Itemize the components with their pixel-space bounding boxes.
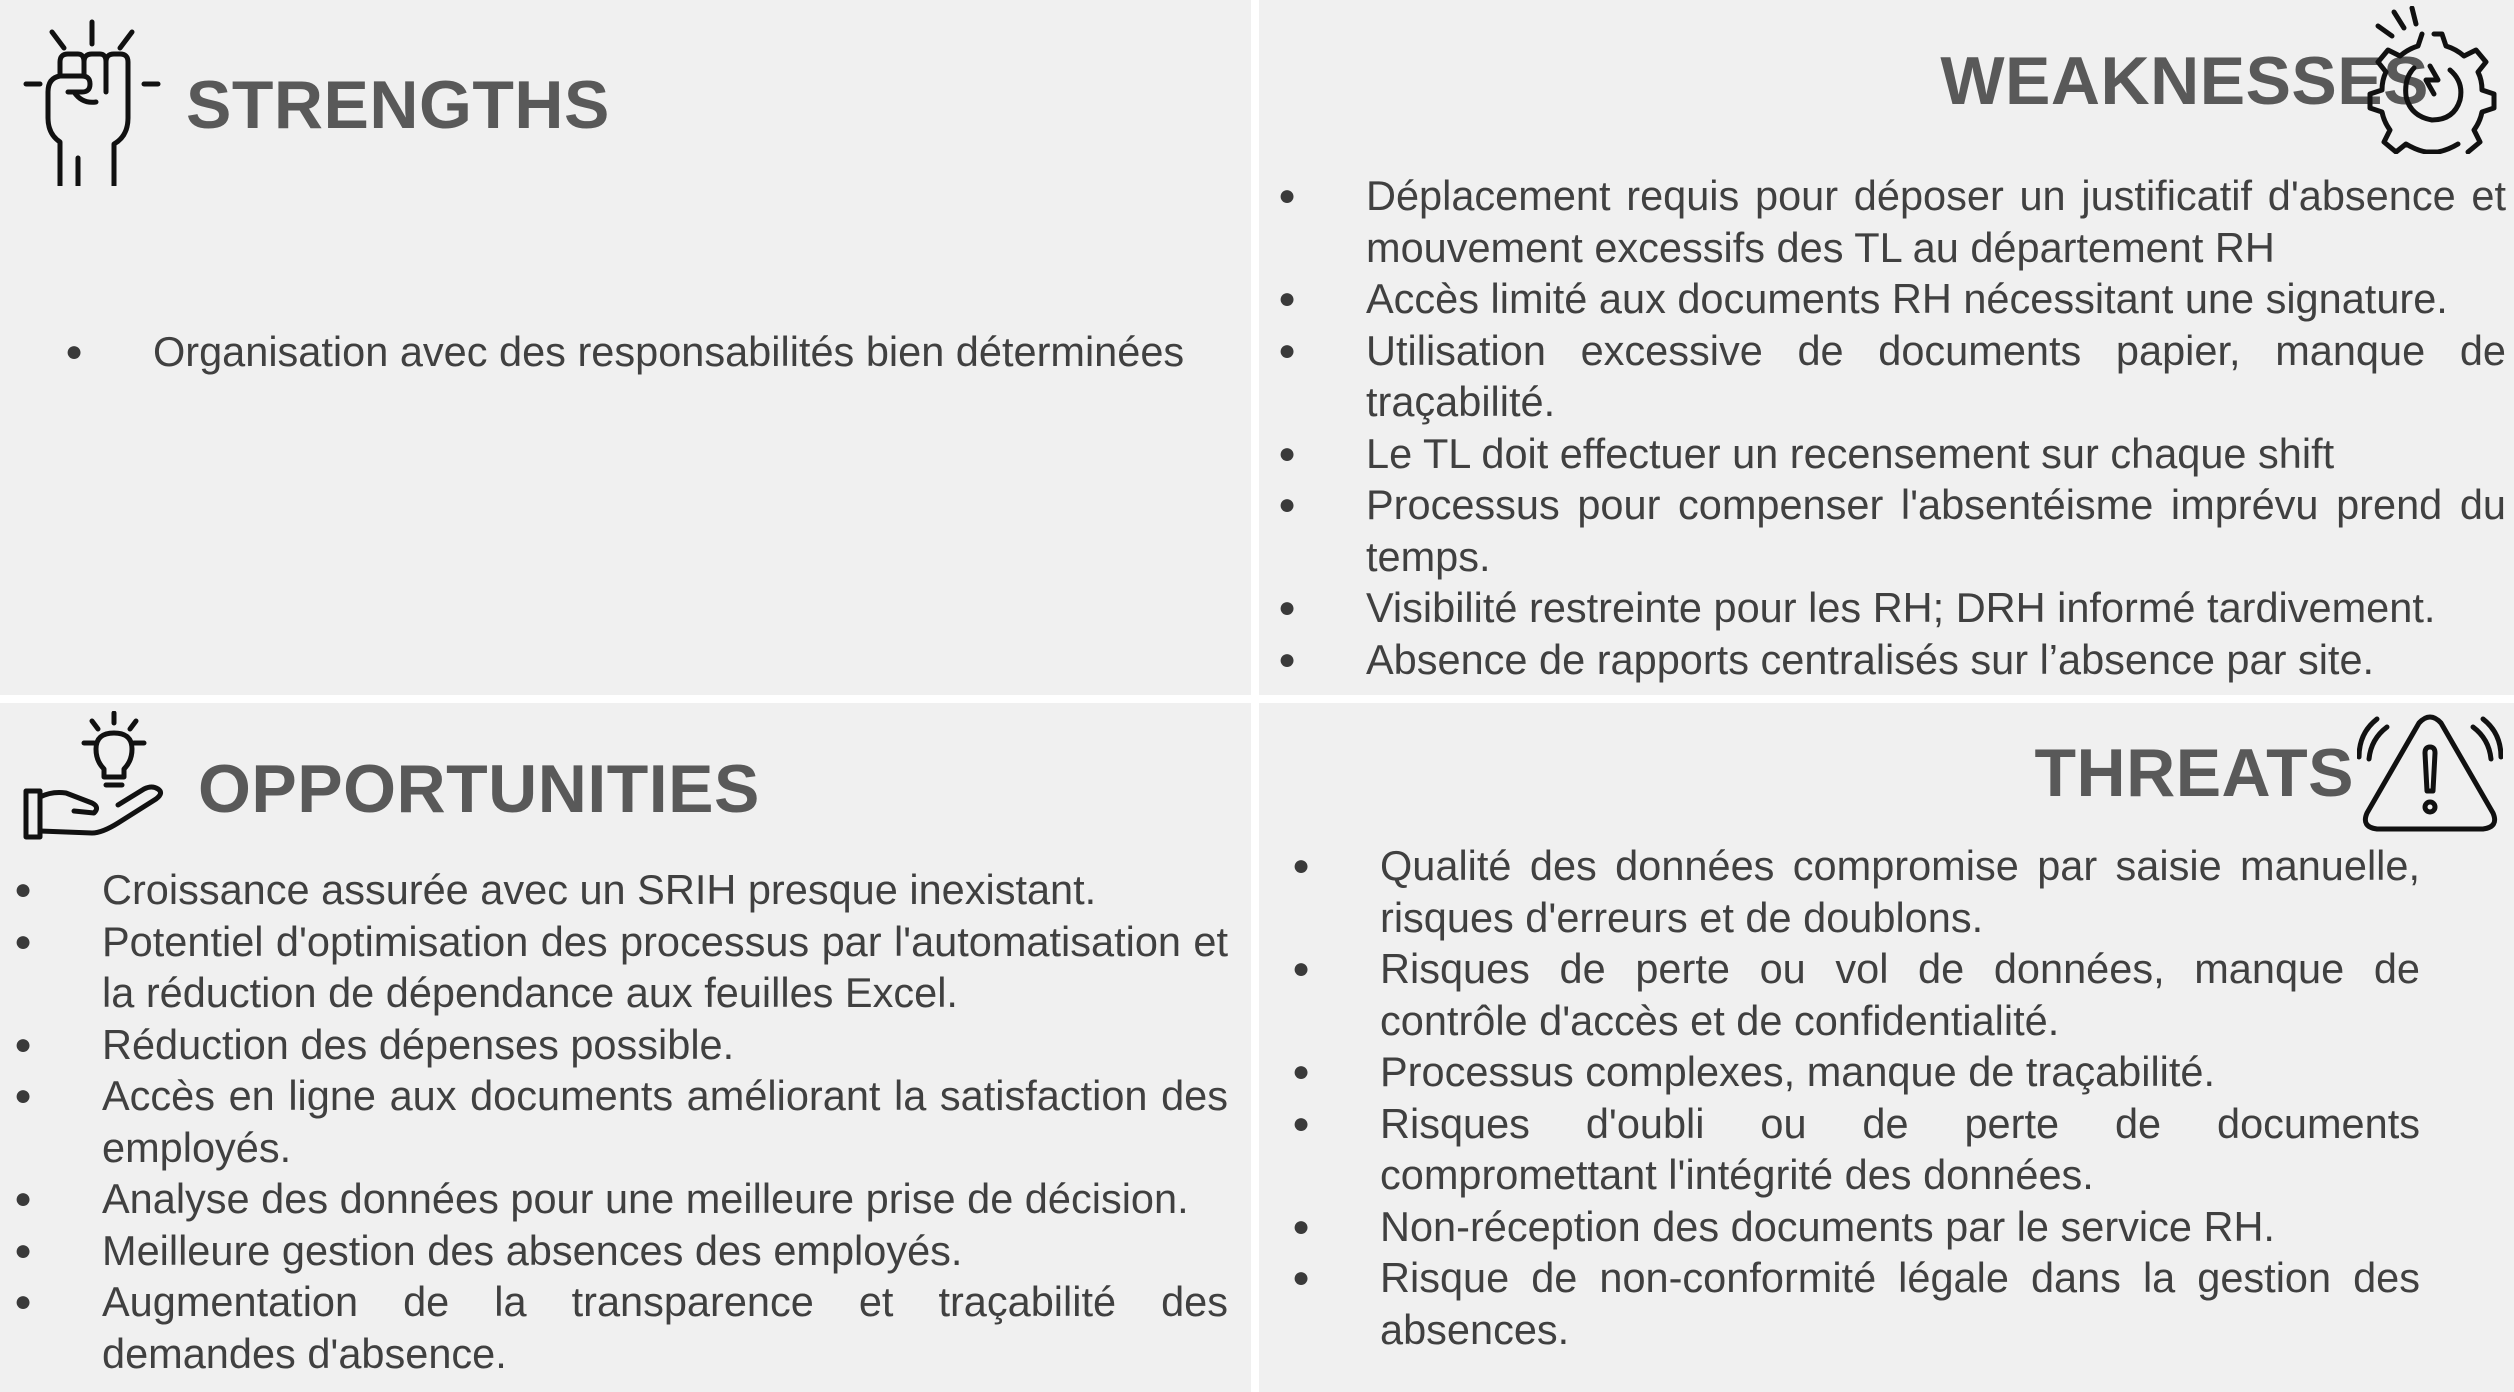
list-item: ● Potentiel d'optimisation des processus par l'automatisation et la réduction de dépendance aux feuilles Excel. — [102, 916, 1228, 1019]
list-item: ● Utilisation excessive de documents papier, manque de traçabilité. — [1366, 325, 2506, 428]
weaknesses-title: WEAKNESSES — [1940, 43, 2429, 119]
list-item: ● Meilleure gestion des absences des employés. — [102, 1225, 1228, 1277]
list-item: ● Déplacement requis pour déposer un justificatif d'absence et mouvement excessifs des TL au département RH — [1366, 170, 2506, 273]
list-item: ● Le TL doit effectuer un recensement sur chaque shift — [1366, 428, 2506, 480]
list-item: ● Accès limité aux documents RH nécessitant une signature. — [1366, 273, 2506, 325]
broken-gear-icon — [2364, 6, 2504, 154]
opportunities-quadrant — [0, 703, 1251, 1392]
list-item: ● Absence de rapports centralisés sur l’absence par site. — [1366, 634, 2506, 686]
list-item: ● Analyse des données pour une meilleure prise de décision. — [102, 1173, 1228, 1225]
threats-title: THREATS — [2034, 735, 2354, 811]
list-item: ● Croissance assurée avec un SRIH presque inexistant. — [102, 864, 1228, 916]
opportunities-list — [102, 864, 1228, 1379]
list-item: ● Processus complexes, manque de traçabilité. — [1380, 1046, 2420, 1098]
list-item: ● Augmentation de la transparence et traçabilité des demandes d'absence. — [102, 1276, 1228, 1379]
list-item: ● Qualité des données compromise par saisie manuelle, risques d'erreurs et de doublons. — [1380, 840, 2420, 943]
threats-quadrant — [1259, 703, 2514, 1392]
strengths-quadrant — [0, 0, 1251, 695]
list-item: ● Visibilité restreinte pour les RH; DRH informé tardivement. — [1366, 582, 2506, 634]
threats-list — [1380, 840, 2420, 1355]
weaknesses-list — [1366, 170, 2506, 685]
list-item: ● Processus pour compenser l'absentéisme imprévu prend du temps. — [1366, 479, 2506, 582]
raised-fist-icon — [22, 18, 162, 186]
warning-triangle-icon — [2357, 713, 2503, 835]
list-item: ● Non-réception des documents par le service RH. — [1380, 1201, 2420, 1253]
list-item: ● Organisation avec des responsabilités bien déterminées — [153, 326, 1213, 378]
list-item: ● Réduction des dépenses possible. — [102, 1019, 1228, 1071]
list-item: ● Risques d'oubli ou de perte de documents compromettant l'intégrité des données. — [1380, 1098, 2420, 1201]
list-item: ● Accès en ligne aux documents améliorant la satisfaction des employés. — [102, 1070, 1228, 1173]
strengths-title: STRENGTHS — [186, 67, 610, 143]
list-item: ● Risques de perte ou vol de données, manque de contrôle d'accès et de confidentialité. — [1380, 943, 2420, 1046]
weaknesses-quadrant — [1259, 0, 2514, 695]
hand-lightbulb-icon — [22, 711, 168, 841]
list-item: ● Risque de non-conformité légale dans la gestion des absences. — [1380, 1252, 2420, 1355]
opportunities-title: OPPORTUNITIES — [198, 751, 760, 827]
strengths-list — [153, 326, 1213, 378]
